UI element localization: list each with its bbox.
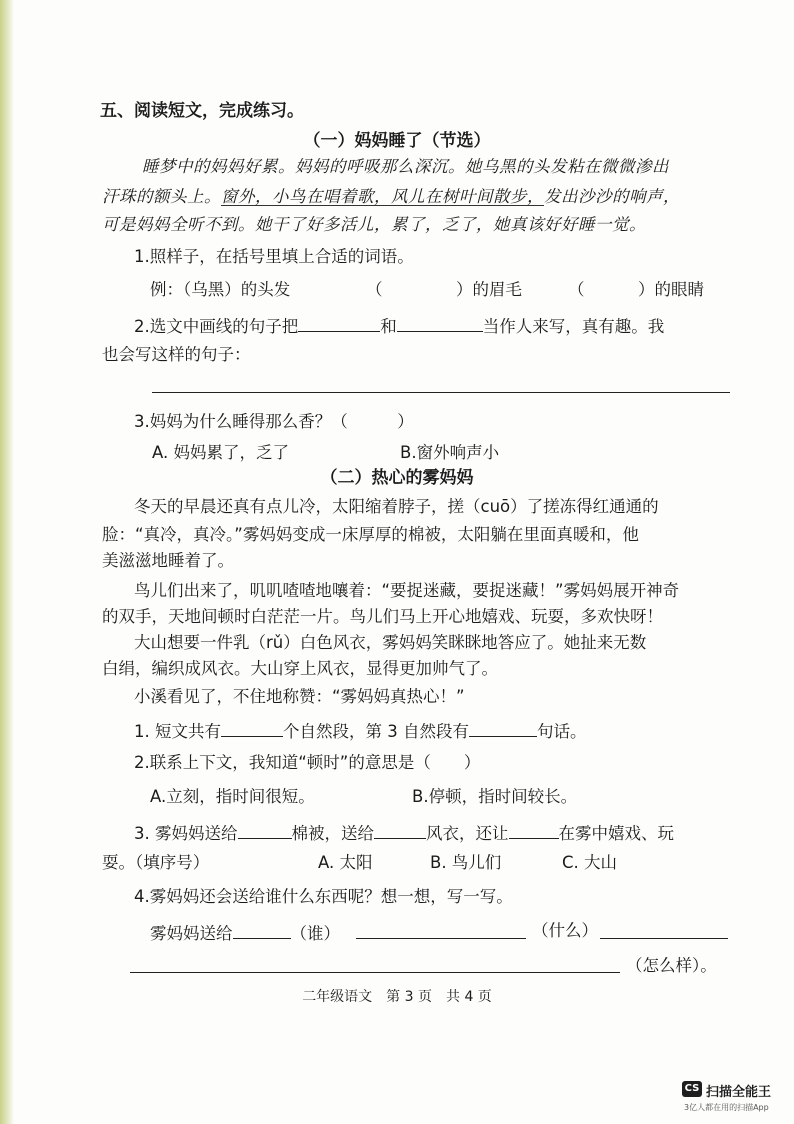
p2q1-line xyxy=(134,718,587,743)
p2q4-blank-what[interactable] xyxy=(356,938,526,939)
page-footer: 二年级语文 第 3 页 共 4 页 xyxy=(302,989,492,1005)
q1-example: 例：（乌黑）的头发 xyxy=(150,280,291,299)
p2q4-what: （什么） xyxy=(532,921,598,940)
passage1-line2-post: 发出沙沙的响声， xyxy=(544,187,680,206)
camscanner-tagline: 3亿人都在用的扫描App xyxy=(684,1103,769,1112)
p2q4-blank-who[interactable] xyxy=(233,920,291,939)
passage1-line3: 可是妈妈全听不到。她干了好多活儿，累了，乏了，她真该好好睡一觉。 xyxy=(102,215,646,234)
q1-prompt: 1.照样子，在括号里填上合适的词语。 xyxy=(134,247,414,266)
q3-prompt: 3.妈妈为什么睡得那么香？（ ） xyxy=(134,412,414,431)
passage2-p2-line2: 的双手，天地间顿时白茫茫一片。鸟儿们马上开心地嬉戏、玩耍，多欢快呀！ xyxy=(102,607,663,626)
p2q1-blank-1[interactable] xyxy=(221,718,283,737)
p2q3-line2: 耍。（填序号） xyxy=(102,853,210,872)
p2q1-pre: 1. 短文共有 xyxy=(134,722,221,741)
passage1-line2-pre: 汗珠的额头上。 xyxy=(102,187,221,206)
p2q3-opt-a: A. 太阳 xyxy=(318,853,373,872)
p2q2-prompt: 2.联系上下文，我知道“顿时”的意思是（ ） xyxy=(134,753,481,772)
q2-blank-1[interactable] xyxy=(298,313,380,332)
q2-pre: 2.选文中画线的句子把 xyxy=(134,317,299,336)
q2-blank-2[interactable] xyxy=(397,313,483,332)
p2q4-prompt: 4.雾妈妈还会送给谁什么东西呢？想一想，写一写。 xyxy=(134,887,513,906)
passage2-p3-line2: 白绢，编织成风衣。大山穿上风衣，显得更加帅气了。 xyxy=(102,659,498,678)
p2q3-blank-3[interactable] xyxy=(509,820,559,839)
p2q3-s1: 棉被，送给 xyxy=(291,824,374,843)
passage1-title: （一）妈妈睡了（节选） xyxy=(303,131,491,151)
passage2-p2-line1: 鸟儿们出来了，叽叽喳喳地嚷着：“要捉迷藏，要捉迷藏！”雾妈妈展开神奇 xyxy=(134,581,680,600)
q2-post: 当作人来写，真有趣。我 xyxy=(482,317,665,336)
camscanner-logo: CS xyxy=(682,1081,702,1097)
q1-blank-b-close: ）的眼睛 xyxy=(638,280,704,299)
q3-option-a: A. 妈妈累了，乏了 xyxy=(152,443,289,462)
p2q3-blank-2[interactable] xyxy=(374,820,426,839)
q1-blank-a-open: （ xyxy=(366,280,383,299)
passage2-p1-line1: 冬天的早晨还真有点儿冷，太阳缩着脖子，搓（cuō）了搓冻得红通通的 xyxy=(134,497,659,516)
underlined-sentence: 窗外，小鸟在唱着歌，风儿在树叶间散步， xyxy=(221,187,544,206)
p2q4-blank-how-1[interactable] xyxy=(600,938,728,939)
page-edge-shadow xyxy=(0,0,14,1124)
p2q4-line xyxy=(150,920,340,945)
camscanner-name: 扫描全能王 xyxy=(706,1085,772,1100)
passage2-p1-line2: 脸：“真冷，真冷。”雾妈妈变成一床厚厚的棉被，太阳躺在里面真暖和，他 xyxy=(102,525,639,544)
q1-blank-a-close: ）的眉毛 xyxy=(456,280,522,299)
p2q4-how: （怎么样）。 xyxy=(626,956,717,975)
p2q2-option-a: A.立刻，指时间很短。 xyxy=(150,787,315,806)
p2q3-opt-c: C. 大山 xyxy=(562,853,618,872)
q3-option-b: B.窗外响声小 xyxy=(400,443,500,462)
p2q1-post: 句话。 xyxy=(537,722,587,741)
p2q3-opt-b: B. 鸟儿们 xyxy=(430,853,502,872)
q2-line2: 也会写这样的句子： xyxy=(102,345,251,364)
p2q3-s3: 在雾中嬉戏、玩 xyxy=(558,824,674,843)
p2q4-pre: 雾妈妈送给 xyxy=(150,924,233,943)
p2q4-blank-how-2[interactable] xyxy=(130,972,620,973)
q1-blank-b-open: （ xyxy=(568,280,585,299)
p2q3-s2: 风衣，还让 xyxy=(426,824,509,843)
passage2-p4-line1: 小溪看见了，不住地称赞：“雾妈妈真热心！” xyxy=(134,687,465,706)
p2q1-blank-2[interactable] xyxy=(469,718,537,737)
p2q1-mid: 个自然段，第 3 自然段有 xyxy=(283,722,469,741)
passage1-line1: 睡梦中的妈妈好累。妈妈的呼吸那么深沉。她乌黑的头发粘在微微渗出 xyxy=(142,157,669,176)
p2q3-blank-1[interactable] xyxy=(238,820,292,839)
p2q3-pre: 3. 雾妈妈送给 xyxy=(134,824,238,843)
p2q2-option-b: B.停顿，指时间较长。 xyxy=(412,787,578,806)
p2q3-line1 xyxy=(134,820,674,845)
passage2-title: （二）热心的雾妈妈 xyxy=(320,468,474,488)
passage2-p3-line1: 大山想要一件乳（rǔ）白色风衣，雾妈妈笑眯眯地答应了。她扯来无数 xyxy=(134,633,647,652)
q2-line1 xyxy=(134,313,664,338)
passage2-p1-line3: 美滋滋地睡着了。 xyxy=(102,551,234,570)
passage1-line2 xyxy=(102,186,680,208)
p2q4-who: （谁） xyxy=(290,924,340,943)
section-title: 五、阅读短文，完成练习。 xyxy=(100,101,304,121)
q2-mid: 和 xyxy=(380,317,397,336)
q2-answer-line[interactable] xyxy=(152,392,730,393)
